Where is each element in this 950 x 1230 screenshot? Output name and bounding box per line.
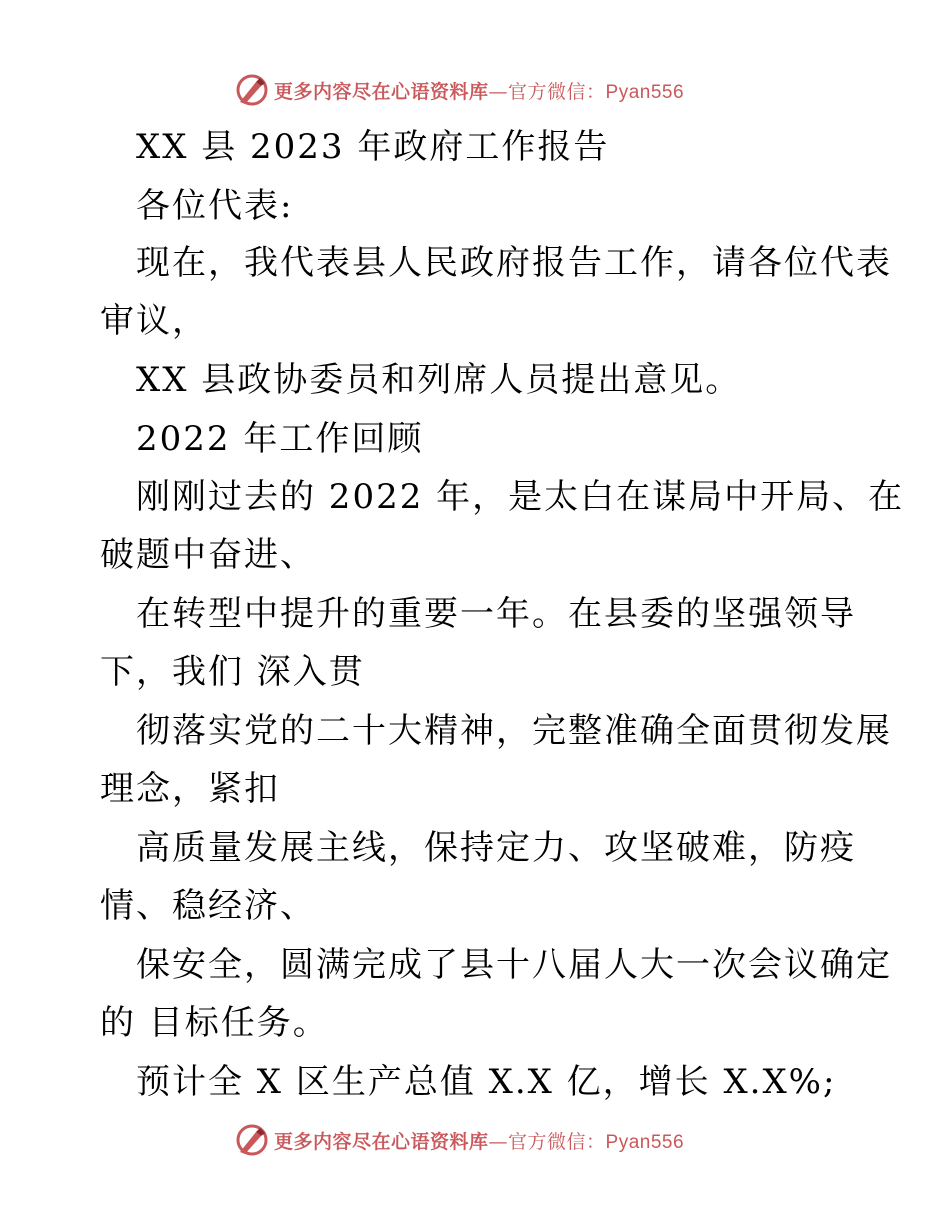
watermark-wechat-label: 官方微信： (508, 81, 606, 103)
watermark-main-text: 更多内容尽在心语资料库 (274, 81, 489, 103)
paragraph-line: 理念，紧扣 (100, 769, 280, 809)
pen-logo-icon (234, 1122, 270, 1158)
document-title: XX 县 2023 年政府工作报告 (136, 127, 610, 167)
paragraph-line: 破题中奋进、 (100, 535, 316, 575)
footer-watermark (0, 1120, 950, 1160)
paragraph-line: 现在，我代表县人民政府报告工作，请各位代表 (136, 243, 892, 283)
watermark-wechat-label: 官方微信： (508, 1131, 606, 1153)
paragraph-line: 下，我们 深入贯 (100, 652, 365, 692)
paragraph-line: 彻落实党的二十大精神，完整准确全面贯彻发展 (136, 711, 892, 751)
paragraph-line: 高质量发展主线，保持定力、攻坚破难，防疫 (136, 828, 856, 868)
paragraph-line: XX 县政协委员和列席人员提出意见。 (136, 360, 742, 400)
paragraph-line: 审议， (100, 301, 208, 341)
paragraph-line: 刚刚过去的 2022 年，是太白在谋局中开局、在 (136, 477, 905, 517)
paragraph-line: 的 目标任务。 (100, 1003, 329, 1043)
paragraph-line: 在转型中提升的重要一年。在县委的坚强领导 (136, 594, 856, 634)
watermark-wechat-id: Pyan556 (605, 1132, 685, 1153)
section-heading: 2022 年工作回顾 (136, 419, 424, 459)
pen-logo-icon (234, 72, 270, 108)
paragraph-line: 保安全，圆满完成了县十八届人大一次会议确定 (136, 945, 892, 985)
watermark-separator: — (488, 81, 509, 103)
header-watermark (0, 70, 950, 110)
watermark-separator: — (488, 1131, 509, 1153)
paragraph-line: 情、稳经济、 (100, 886, 316, 926)
salutation: 各位代表: (136, 186, 294, 226)
paragraph-line: 预计全 X 区生产总值 X.X 亿，增长 X.X%; (136, 1062, 837, 1102)
watermark-wechat-id: Pyan556 (605, 82, 685, 103)
watermark-main-text: 更多内容尽在心语资料库 (274, 1131, 489, 1153)
